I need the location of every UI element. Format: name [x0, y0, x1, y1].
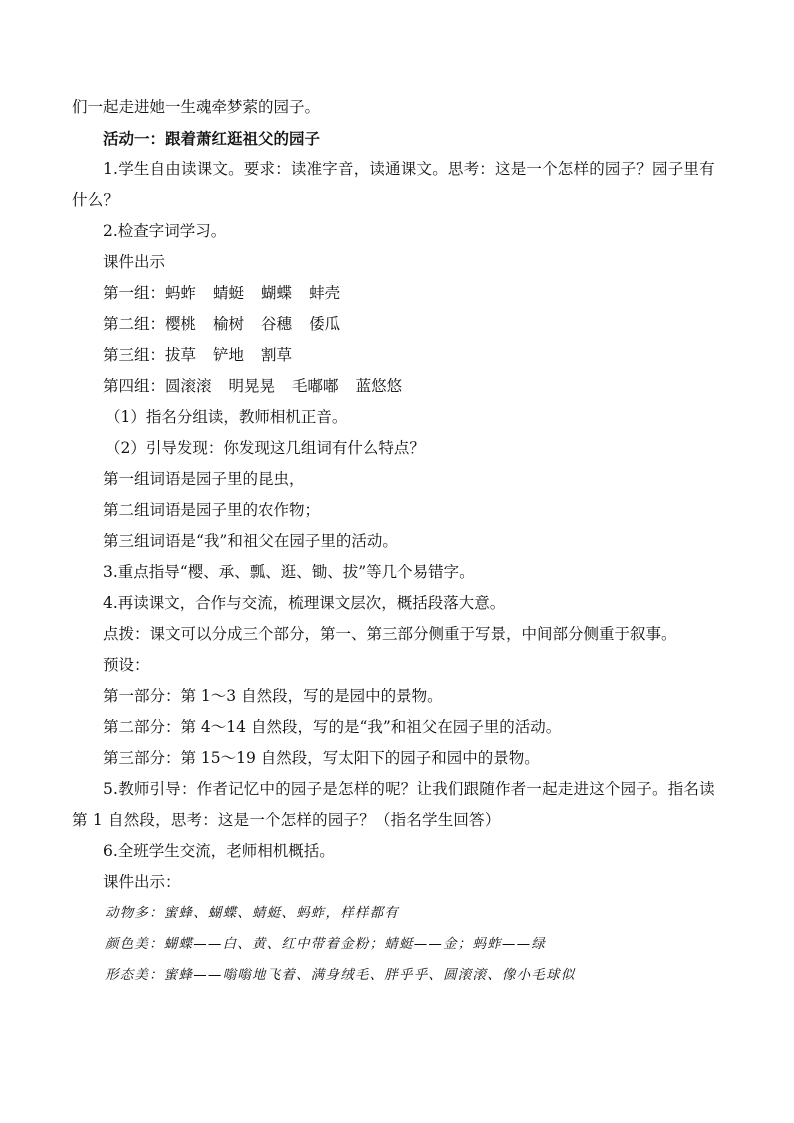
group-3-word: 拔草 — [165, 346, 197, 364]
group-1-label: 第一组： — [103, 284, 166, 302]
group-4-word: 明晃晃 — [228, 377, 276, 395]
sub-step-2: （2）引导发现：你发现这几组词有什么特点？ — [105, 439, 425, 457]
word-group-3 — [72, 340, 722, 371]
document-page — [72, 92, 722, 991]
group-1-word: 蚂蚱 — [165, 284, 197, 302]
board-line-2: 颜色美：蝴蝶——白、黄、红中带着金粉；蜻蜓——金；蚂蚱——绿 — [105, 936, 546, 952]
group-1-word: 蚌壳 — [309, 284, 341, 302]
step-6-line: 6.全班学生交流，老师相机概括。 — [103, 842, 335, 860]
group-4-word: 蓝悠悠 — [355, 377, 403, 395]
step-5-paragraph: 5.教师引导：作者记忆中的园子是怎样的呢？让我们跟随作者一起走进这个园子。指名读第 1 自然段，思考：这是一个怎样的园子？（指名学生回答） — [72, 780, 715, 829]
intro-line: 们一起走进她一生魂牵梦萦的园子。 — [72, 98, 321, 116]
step-3-line: 3.重点指导“樱、承、瓢、逛、锄、拔”等几个易错字。 — [103, 563, 475, 581]
group-2-label: 第二组： — [103, 315, 166, 333]
note-3: 第三组词语是“我”和祖父在园子里的活动。 — [103, 532, 398, 550]
group-4-word: 圆滚滚 — [165, 377, 212, 395]
step-4-line: 4.再读课文，合作与交流，梳理课文层次，概括段落大意。 — [103, 594, 506, 612]
group-2-word: 谷穗 — [261, 315, 293, 333]
group-1-word: 蝴蝶 — [261, 284, 293, 302]
board-line-1: 动物多：蜜蜂、蝴蝶、蜻蜓、蚂蚱，样样都有 — [105, 905, 399, 921]
group-2-word: 榆树 — [213, 315, 245, 333]
group-2-word: 樱桃 — [165, 315, 197, 333]
courseware-label-2: 课件出示： — [103, 873, 181, 891]
group-3-word: 铲地 — [213, 346, 245, 364]
courseware-label: 课件出示 — [103, 253, 166, 271]
activity-title: 活动一：跟着萧红逛祖父的园子 — [103, 129, 321, 148]
group-2-word: 倭瓜 — [309, 315, 341, 333]
group-3-label: 第三组： — [103, 346, 166, 364]
note-1: 第一组词语是园子里的昆虫， — [103, 470, 305, 488]
note-2: 第二组词语是园子里的农作物； — [103, 501, 321, 519]
group-4-word: 毛嘟嘟 — [292, 377, 339, 395]
tip-line: 点拨：课文可以分成三个部分，第一、第三部分侧重于写景，中间部分侧重于叙事。 — [103, 625, 677, 643]
group-1-word: 蜻蜓 — [213, 284, 245, 302]
word-group-1 — [72, 278, 722, 309]
part-3-line: 第三部分：第 15～19 自然段，写太阳下的园子和园中的景物。 — [103, 749, 540, 767]
group-4-label: 第四组： — [103, 377, 166, 395]
part-2-line: 第二部分：第 4～14 自然段，写的是“我”和祖父在园子里的活动。 — [103, 718, 562, 736]
step-1-paragraph: 1.学生自由读课文。要求：读准字音，读通课文。思考：这是一个怎样的园子？园子里有什么？ — [72, 160, 715, 209]
group-3-word: 割草 — [261, 346, 293, 364]
board-line-3: 形态美：蜜蜂——嗡嗡地飞着、满身绒毛、胖乎乎、圆滚滚、像小毛球似 — [105, 967, 576, 983]
word-group-4 — [72, 371, 722, 402]
word-group-2 — [72, 309, 722, 340]
step-2-line: 2.检查字词学习。 — [103, 222, 227, 240]
preset-label: 预设： — [103, 656, 150, 674]
sub-step-1: （1）指名分组读，教师相机正音。 — [105, 408, 348, 426]
part-1-line: 第一部分：第 1～3 自然段，写的是园中的景物。 — [103, 687, 443, 705]
